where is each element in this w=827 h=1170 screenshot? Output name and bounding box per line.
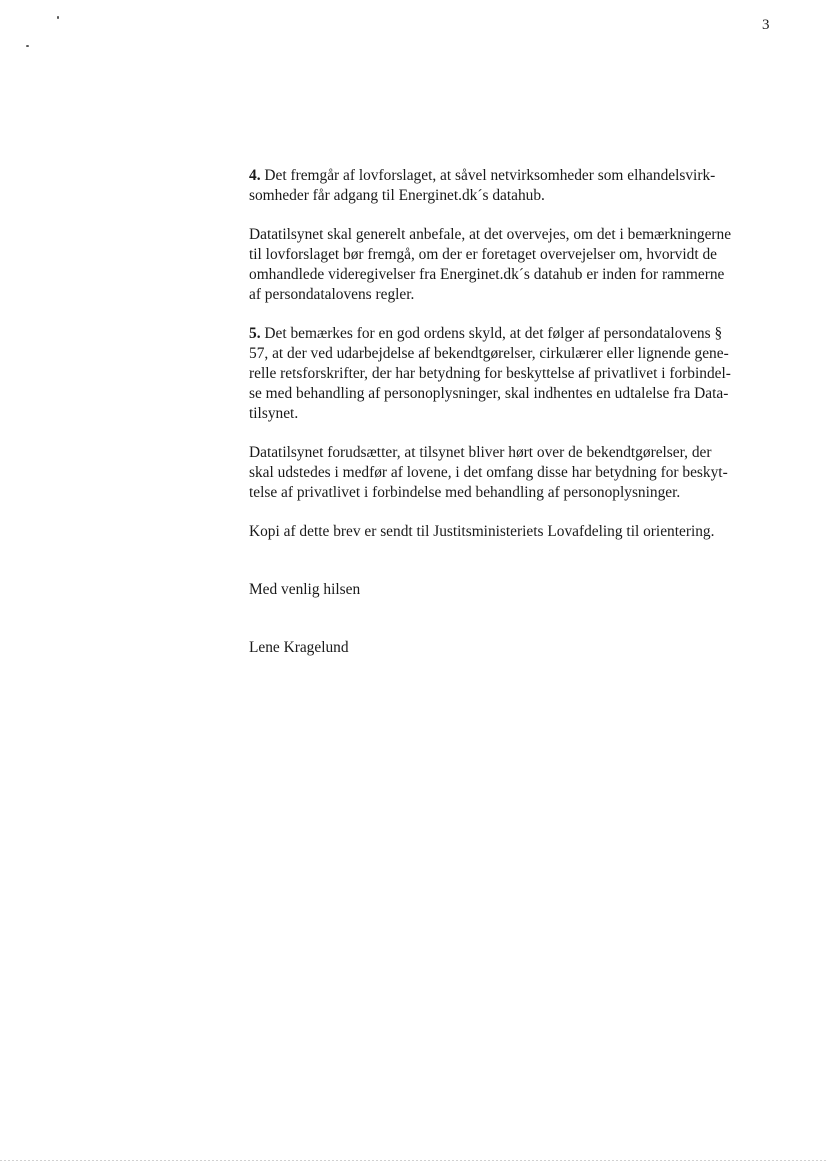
paragraph-consultation (249, 443, 759, 503)
paragraph-line: se med behandling af personoplysninger, skal indhentes en udtalelse fra Data- (249, 385, 729, 402)
paragraph-text: Det fremgår af lovforslaget, at såvel netvirksomheder som elhandelsvirk- (264, 167, 716, 184)
paragraph-5 (249, 324, 759, 424)
paragraph-number: 5. (249, 325, 261, 342)
letter-body (249, 166, 759, 658)
paragraph-4 (249, 166, 759, 206)
paragraph-line (249, 166, 759, 186)
paragraph-line: omhandlede videregivelser fra Energinet.dk´s datahub er inden for rammerne (249, 266, 725, 283)
paragraph-line: Datatilsynet skal generelt anbefale, at det overvejes, om det i bemærkningerne (249, 226, 732, 243)
paragraph-line: til lovforslaget bør fremgå, om der er foretaget overvejelser om, hvorvidt de (249, 246, 717, 263)
scan-speck (26, 45, 29, 47)
paragraph-line: tilsynet. (249, 405, 299, 422)
closing-greeting: Med venlig hilsen (249, 581, 361, 598)
paragraph-line: af persondatalovens regler. (249, 286, 415, 303)
signatory-name: Lene Kragelund (249, 639, 349, 656)
scan-edge-line (0, 1160, 827, 1161)
paragraph-line (249, 324, 759, 344)
paragraph-number: 4. (249, 167, 261, 184)
page-number: 3 (762, 17, 770, 33)
paragraph-line: Datatilsynet forudsætter, at tilsynet bliver hørt over de bekendtgørelser, der (249, 444, 712, 461)
paragraph-line: relle retsforskrifter, der har betydning for beskyttelse af privatlivet i forbindel- (249, 365, 731, 382)
paragraph-copy-notice (249, 522, 759, 542)
paragraph-line: skal udstedes i medfør af lovene, i det omfang disse har betydning for beskyt- (249, 464, 728, 481)
paragraph-line: somheder får adgang til Energinet.dk´s datahub. (249, 187, 545, 204)
paragraph-line: 57, at der ved udarbejdelse af bekendtgørelser, cirkulærer eller lignende gene- (249, 345, 729, 362)
paragraph-recommendation (249, 225, 759, 305)
scan-speck (57, 16, 59, 19)
paragraph-line: Kopi af dette brev er sendt til Justitsministeriets Lovafdeling til orientering. (249, 523, 715, 540)
paragraph-line: telse af privatlivet i forbindelse med behandling af personoplysninger. (249, 484, 681, 501)
paragraph-text: Det bemærkes for en god ordens skyld, at det følger af persondatalovens § (264, 325, 723, 342)
